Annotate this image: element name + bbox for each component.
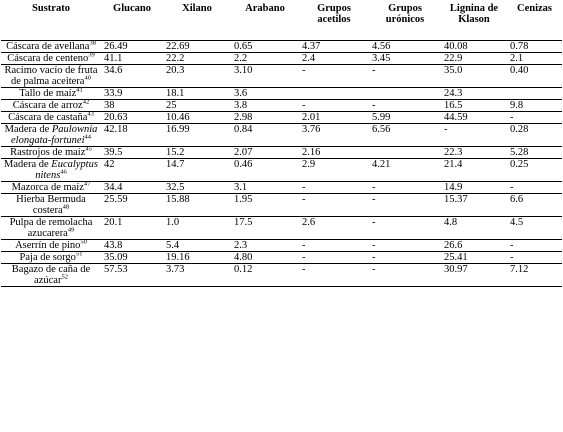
value-cell: 42.18 <box>101 124 163 147</box>
reference-number: 43 <box>87 110 94 118</box>
value-cell: 0.78 <box>507 41 562 53</box>
value-cell: 25.59 <box>101 194 163 217</box>
substrate-name: Cáscara de centeno <box>7 53 89 64</box>
substrate-cell <box>1 240 101 252</box>
value-cell: 2.01 <box>299 112 369 124</box>
table-row <box>1 252 562 264</box>
reference-number: 46 <box>60 168 67 176</box>
value-cell: 15.88 <box>163 194 231 217</box>
header-arabano: Arabano <box>231 1 299 41</box>
value-cell: 6.6 <box>507 194 562 217</box>
table-row <box>1 159 562 182</box>
value-cell: 2.4 <box>299 53 369 65</box>
value-cell: 43.8 <box>101 240 163 252</box>
value-cell: 40.08 <box>441 41 507 53</box>
value-cell: 14.7 <box>163 159 231 182</box>
reference-number: 48 <box>62 203 70 211</box>
value-cell: 1.0 <box>163 217 231 240</box>
value-cell: 26.6 <box>441 240 507 252</box>
substrate-name: Madera de <box>4 159 49 170</box>
value-cell: - <box>507 252 562 264</box>
substrate-name: Hierba Bermuda costera <box>16 194 86 216</box>
value-cell: 9.8 <box>507 100 562 112</box>
value-cell: 30.97 <box>441 264 507 287</box>
substrate-cell <box>1 41 101 53</box>
value-cell: 35.0 <box>441 65 507 88</box>
substrate-cell <box>1 182 101 194</box>
value-cell: - <box>369 100 441 112</box>
value-cell: - <box>507 240 562 252</box>
substrate-name: Rastrojos de maíz <box>10 147 86 158</box>
table-row <box>1 264 562 287</box>
value-cell: 35.09 <box>101 252 163 264</box>
value-cell: 0.12 <box>231 264 299 287</box>
value-cell: 2.9 <box>299 159 369 182</box>
value-cell: 33.9 <box>101 88 163 100</box>
value-cell: 4.80 <box>231 252 299 264</box>
value-cell: 22.2 <box>163 53 231 65</box>
substrate-cell <box>1 194 101 217</box>
header-row <box>1 1 562 41</box>
value-cell: - <box>441 124 507 147</box>
reference-number: 40 <box>84 74 91 82</box>
value-cell: 42 <box>101 159 163 182</box>
reference-number: 44 <box>84 133 91 141</box>
substrate-name: Cáscara de avellana <box>6 41 90 52</box>
substrate-cell <box>1 112 101 124</box>
table-row <box>1 217 562 240</box>
substrate-cell <box>1 147 101 159</box>
value-cell <box>369 88 441 100</box>
value-cell: - <box>299 264 369 287</box>
substrate-species: Paulownia elongata-fortunei <box>11 124 98 146</box>
value-cell: 4.8 <box>441 217 507 240</box>
value-cell: - <box>299 252 369 264</box>
substrate-cell <box>1 100 101 112</box>
value-cell: 44.59 <box>441 112 507 124</box>
value-cell: 26.49 <box>101 41 163 53</box>
value-cell: - <box>299 240 369 252</box>
table-row <box>1 41 562 53</box>
value-cell: 6.56 <box>369 124 441 147</box>
header-glucano: Glucano <box>101 1 163 41</box>
substrate-name: Cáscara de castaña <box>8 112 88 123</box>
substrate-cell <box>1 217 101 240</box>
header-sustrato: Sustrato <box>1 1 101 41</box>
value-cell: 0.84 <box>231 124 299 147</box>
substrate-name: Aserrín de pino <box>15 240 81 251</box>
value-cell: 5.28 <box>507 147 562 159</box>
value-cell: 4.21 <box>369 159 441 182</box>
substrate-species: Eucalyptus nitens <box>35 159 98 181</box>
value-cell: 1.95 <box>231 194 299 217</box>
value-cell: - <box>369 65 441 88</box>
value-cell: 19.16 <box>163 252 231 264</box>
value-cell <box>507 88 562 100</box>
header-xilano: Xilano <box>163 1 231 41</box>
value-cell: 0.46 <box>231 159 299 182</box>
table-body <box>1 41 562 287</box>
reference-number: 47 <box>83 180 91 188</box>
value-cell: 2.3 <box>231 240 299 252</box>
value-cell: 22.69 <box>163 41 231 53</box>
value-cell: 5.99 <box>369 112 441 124</box>
reference-number: 51 <box>75 250 83 258</box>
value-cell: - <box>369 240 441 252</box>
value-cell: - <box>369 252 441 264</box>
value-cell: 3.45 <box>369 53 441 65</box>
reference-number: 39 <box>88 51 95 59</box>
value-cell: - <box>507 112 562 124</box>
value-cell: - <box>507 182 562 194</box>
value-cell: 32.5 <box>163 182 231 194</box>
value-cell: - <box>369 194 441 217</box>
value-cell: 3.73 <box>163 264 231 287</box>
value-cell: - <box>299 194 369 217</box>
table-row <box>1 100 562 112</box>
reference-number: 50 <box>80 238 87 246</box>
value-cell: 14.9 <box>441 182 507 194</box>
value-cell: 20.63 <box>101 112 163 124</box>
reference-number: 42 <box>82 98 90 106</box>
header-grupos-acetilos: Grupos acetilos <box>299 1 369 41</box>
value-cell: 10.46 <box>163 112 231 124</box>
value-cell <box>299 88 369 100</box>
reference-number: 41 <box>76 86 83 94</box>
value-cell: 2.98 <box>231 112 299 124</box>
value-cell: 16.99 <box>163 124 231 147</box>
substrate-name: Mazorca de maíz <box>11 182 84 193</box>
value-cell: 17.5 <box>231 217 299 240</box>
value-cell: - <box>369 182 441 194</box>
value-cell: 20.1 <box>101 217 163 240</box>
header-cenizas: Cenizas <box>507 1 562 41</box>
table-row <box>1 112 562 124</box>
value-cell: 20.3 <box>163 65 231 88</box>
value-cell: 15.37 <box>441 194 507 217</box>
value-cell: - <box>369 217 441 240</box>
value-cell: 2.1 <box>507 53 562 65</box>
substrate-cell <box>1 53 101 65</box>
value-cell: 3.6 <box>231 88 299 100</box>
value-cell: 2.16 <box>299 147 369 159</box>
value-cell: 38 <box>101 100 163 112</box>
table-row <box>1 147 562 159</box>
reference-number: 49 <box>67 226 75 234</box>
value-cell: 34.4 <box>101 182 163 194</box>
reference-number: 52 <box>61 273 68 281</box>
table-row <box>1 182 562 194</box>
substrate-cell <box>1 264 101 287</box>
value-cell: 3.10 <box>231 65 299 88</box>
substrate-name: Paja de sorgo <box>19 252 76 263</box>
substrate-cell <box>1 252 101 264</box>
value-cell: 18.1 <box>163 88 231 100</box>
value-cell: - <box>299 182 369 194</box>
value-cell: 2.2 <box>231 53 299 65</box>
substrate-name: Bagazo de caña de azúcar <box>11 264 91 286</box>
value-cell: 2.6 <box>299 217 369 240</box>
value-cell: 16.5 <box>441 100 507 112</box>
value-cell: 41.1 <box>101 53 163 65</box>
value-cell: 3.8 <box>231 100 299 112</box>
substrate-name: Madera de <box>4 124 50 135</box>
substrate-cell <box>1 124 101 147</box>
composition-table <box>1 1 562 287</box>
value-cell: 21.4 <box>441 159 507 182</box>
table-row <box>1 240 562 252</box>
value-cell: 22.9 <box>441 53 507 65</box>
value-cell: 4.5 <box>507 217 562 240</box>
value-cell: 7.12 <box>507 264 562 287</box>
value-cell: 0.25 <box>507 159 562 182</box>
value-cell: 15.2 <box>163 147 231 159</box>
table-row <box>1 53 562 65</box>
value-cell: 5.4 <box>163 240 231 252</box>
value-cell: 25.41 <box>441 252 507 264</box>
value-cell: 2.07 <box>231 147 299 159</box>
table-row <box>1 124 562 147</box>
value-cell: - <box>299 65 369 88</box>
value-cell: 25 <box>163 100 231 112</box>
value-cell: 3.1 <box>231 182 299 194</box>
value-cell: 0.65 <box>231 41 299 53</box>
value-cell: 0.28 <box>507 124 562 147</box>
header-lignina-klason: Lignina de Klason <box>441 1 507 41</box>
value-cell: 22.3 <box>441 147 507 159</box>
value-cell: 0.40 <box>507 65 562 88</box>
substrate-name: Tallo de maíz <box>19 88 77 99</box>
substrate-name: Cáscara de arroz <box>12 100 83 111</box>
value-cell: 4.56 <box>369 41 441 53</box>
value-cell: 34.6 <box>101 65 163 88</box>
value-cell: 4.37 <box>299 41 369 53</box>
reference-number: 38 <box>89 39 96 47</box>
value-cell: 57.53 <box>101 264 163 287</box>
substrate-name: Pulpa de remolacha azucarera <box>9 217 93 239</box>
substrate-name: Racimo vacío de fruta de palma aceitera <box>4 65 98 87</box>
value-cell: 39.5 <box>101 147 163 159</box>
value-cell: 3.76 <box>299 124 369 147</box>
table-row <box>1 194 562 217</box>
substrate-cell <box>1 65 101 88</box>
header-grupos-uronicos: Grupos urónicos <box>369 1 441 41</box>
value-cell: - <box>369 264 441 287</box>
value-cell: - <box>299 100 369 112</box>
value-cell <box>369 147 441 159</box>
table-row <box>1 65 562 88</box>
reference-number: 45 <box>85 145 92 153</box>
substrate-cell <box>1 159 101 182</box>
value-cell: 24.3 <box>441 88 507 100</box>
